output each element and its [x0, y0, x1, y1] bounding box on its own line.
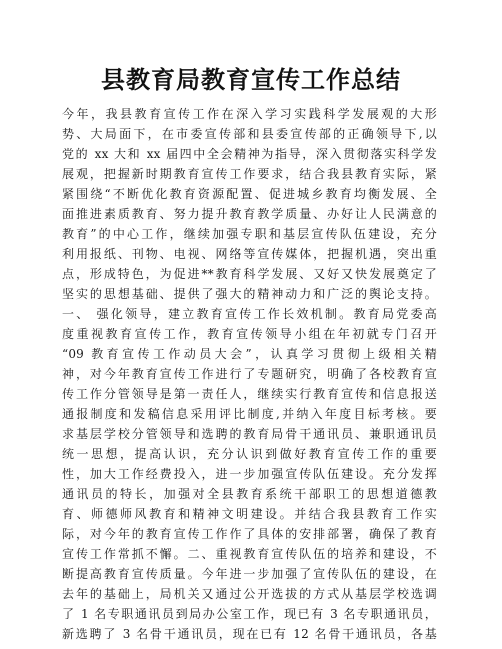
- body-line: 紧围绕“不断优化教育资源配置、促进城乡教育均衡发展、全: [62, 187, 437, 201]
- body-line: 去年的基础上，局机关又通过公开选拔的方式从基层学校选调: [62, 587, 437, 601]
- body-line: 展观，把握新时期教育宣传工作要求，结合我县教育实际，紧: [62, 167, 437, 181]
- body-line: 神，对今年教育宣传工作进行了专题研究，明确了各校教育宣: [62, 367, 437, 381]
- body-line: 统一思想，提高认识，充分认识到做好教育宣传工作的重要: [62, 447, 437, 461]
- body-line: 传工作分管领导是第一责任人，继续实行教育宣传和信息报送: [62, 387, 437, 401]
- body-line: 了 1 名专职通讯员到局办公室工作，现已有 3 名专职通讯员，: [62, 607, 437, 621]
- body-line: 新选聘了 3 名骨干通讯员，现在已有 12 名骨干通讯员，各基: [62, 627, 437, 641]
- body-line: 通报制度和发稿信息采用评比制度,并纳入年度目标考核。要: [62, 407, 437, 421]
- body-line: 宣传工作常抓不懈。二、重视教育宣传队伍的培养和建设，不: [62, 547, 437, 561]
- body-line: 利用报纸、刊物、电视、网络等宣传媒体，把握机遇，突出重: [62, 247, 437, 261]
- body-line: 育、师德师风教育和精神文明建设。并结合我县教育工作实: [62, 507, 437, 521]
- document-body: [62, 104, 437, 644]
- body-line: 点，形成特色，为促进**教育科学发展、又好又快发展奠定了: [62, 267, 437, 281]
- body-line: 性，加大工作经费投入，进一步加强宣传队伍建设。充分发挥: [62, 467, 437, 481]
- body-line: 党的 xx 大和 xx 届四中全会精神为指导，深入贯彻落实科学发: [62, 147, 437, 161]
- body-line: 通讯员的特长，加强对全县教育系统干部职工的思想道德教: [62, 487, 437, 501]
- body-line: 今年，我县教育宣传工作在深入学习实践科学发展观的大形: [62, 107, 437, 121]
- body-line: 际，对今年的教育宣传工作作了具体的安排部署，确保了教育: [62, 527, 437, 541]
- body-line: 求基层学校分管领导和选聘的教育局骨干通讯员、兼职通讯员: [62, 427, 437, 441]
- body-line: 面推进素质教育、努力提升教育教学质量、办好让人民满意的: [62, 207, 437, 221]
- body-line: 教育”的中心工作，继续加强专职和基层宣传队伍建设，充分: [62, 227, 437, 241]
- body-line: 一、 强化领导，建立教育宣传工作长效机制。教育局党委高: [62, 307, 437, 321]
- body-line: 势、大局面下，在市委宣传部和县委宣传部的正确领导下,以: [62, 127, 437, 141]
- body-line: 坚实的思想基础、提供了强大的精神动力和广泛的舆论支持。: [62, 287, 437, 301]
- document-title: 县教育局教育宣传工作总结: [101, 66, 401, 94]
- body-line: 断提高教育宣传质量。今年进一步加强了宣传队伍的建设，在: [62, 567, 437, 581]
- body-line: 度重视教育宣传工作，教育宣传领导小组在年初就专门召开: [62, 327, 437, 341]
- body-line: “09 教育宣传工作动员大会”，认真学习贯彻上级相关精: [62, 347, 437, 361]
